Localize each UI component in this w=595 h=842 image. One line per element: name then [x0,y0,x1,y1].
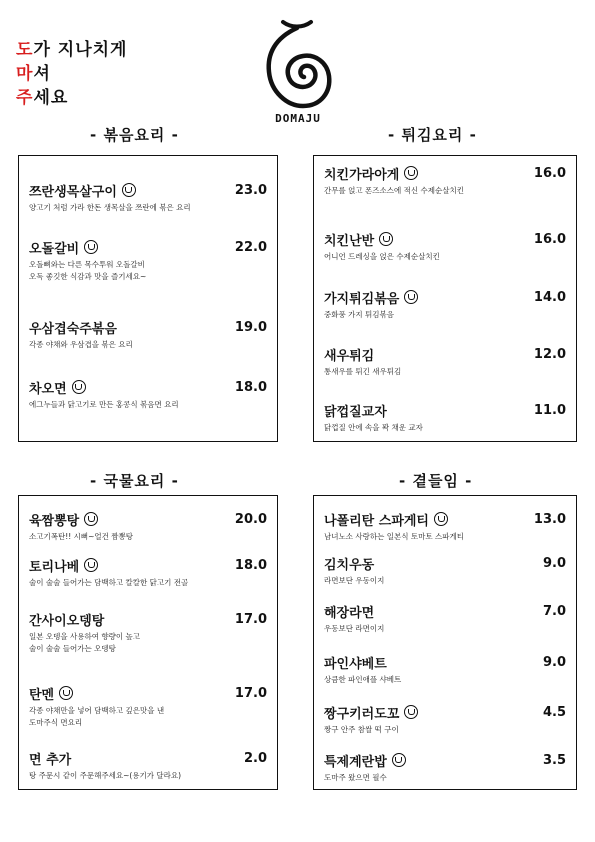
menu-item-price: 9.0 [542,555,566,571]
menu-item [324,602,566,635]
menu-item-desc: 각종 야채와 우삼겹을 볶은 요리 [29,340,133,349]
slogan-accent-1: 도 [16,40,34,60]
slogan-line-2 [16,62,127,86]
menu-item [29,378,267,411]
signature-badge-icon [404,705,418,719]
menu-item-price: 20.0 [234,511,267,527]
menu-item [324,751,566,784]
menu-item-desc: 일본 오뎅을 사용하여 향량이 높고 [29,632,140,641]
menu-item-desc: 탕 주문시 같이 주문해주세요~(용기가 달라요) [29,771,182,780]
menu-item [324,703,566,736]
signature-badge-icon [404,290,418,304]
slogan-line-1 [16,38,127,62]
menu-item-desc: 라면보단 우동이지 [324,576,385,585]
menu-box-sides [313,495,577,790]
signature-badge-icon [434,512,448,526]
menu-box-fried [313,155,577,442]
menu-item-price: 7.0 [542,603,566,619]
menu-item-name: 치킨난반 [324,233,375,249]
menu-item-price: 14.0 [533,289,566,305]
menu-item-name: 나폴리탄 스파게티 [324,513,429,529]
section-title-fried: - 튀김요리 - [388,126,477,144]
signature-badge-icon [379,232,393,246]
menu-item [324,230,566,263]
menu-item-name: 오돌갈비 [29,241,80,257]
signature-badge-icon [84,512,98,526]
menu-item [29,684,267,729]
menu-item-name: 탄멘 [29,687,55,703]
menu-item [324,653,566,686]
menu-box-stirfry [18,155,278,442]
menu-item-name: 새우튀김 [324,348,375,364]
menu-item-desc: 통새우를 튀긴 새우튀김 [324,367,402,376]
menu-item [29,318,267,351]
menu-item-name: 김치우동 [324,557,375,573]
menu-item-name: 차오면 [29,381,67,397]
menu-item-name: 파인샤베트 [324,656,387,672]
menu-item-desc: 양고기 처럼 가라 한돈 생목살을 쯔란에 볶은 요리 [29,203,191,212]
menu-item [324,164,566,197]
menu-item [324,510,566,543]
slogan-text-2: 셔 [33,64,51,84]
menu-item-desc: 도마주 왔으면 필수 [324,773,387,782]
menu-item [29,238,267,283]
menu-item-price: 17.0 [234,611,267,627]
menu-box-soup [18,495,278,790]
menu-item-desc: 에그누들과 닭고기로 만든 홍콩식 볶음면 요리 [29,400,179,409]
menu-item-name: 간사이오뎅탕 [29,613,105,629]
menu-item-name: 쯔란생목살구이 [29,184,117,200]
menu-item-price: 13.0 [533,511,566,527]
menu-item-price: 3.5 [542,752,566,768]
menu-item-desc: 어니언 드레싱을 얹은 수제순살치킨 [324,252,440,261]
slogan-text-1: 가 지나치게 [33,40,128,60]
slogan-text-3: 세요 [33,88,69,108]
menu-item [29,610,267,655]
menu-item [324,554,566,587]
signature-badge-icon [59,686,73,700]
menu-item-desc: 각종 야채만을 넣어 담백하고 깊은맛을 낸 [29,706,165,715]
menu-item-price: 11.0 [533,402,566,418]
menu-item-name: 가지튀김볶음 [324,291,400,307]
signature-badge-icon [392,753,406,767]
menu-item-desc: 중화풍 가지 튀김볶음 [324,310,394,319]
menu-item-price: 18.0 [234,557,267,573]
menu-item-desc: 술이 술술 들어가는 오뎅탕 [29,644,116,653]
menu-item-price: 16.0 [533,231,566,247]
menu-item-desc: 소고기폭탄!! 시뻐~얼건 짬뽕탕 [29,532,134,541]
signature-badge-icon [72,380,86,394]
menu-item [324,401,566,434]
menu-item-price: 19.0 [234,319,267,335]
menu-item [29,556,267,589]
menu-item-name: 우삼겹숙주볶음 [29,321,117,337]
menu-item-desc: 오돌뼈와는 다른 목수투워 오돌갈비 [29,260,145,269]
slogan-line-3 [16,86,127,110]
menu-item-desc: 우동보단 라면이지 [324,624,385,633]
signature-badge-icon [404,166,418,180]
slogan [16,38,127,110]
menu-item [29,510,267,543]
menu-item-name: 해장라면 [324,605,375,621]
menu-item-name: 특제계란밥 [324,754,387,770]
menu-item-desc: 짱구 안주 참쌀 떡 구이 [324,725,399,734]
signature-badge-icon [84,240,98,254]
section-title-stirfry: - 볶음요리 - [90,126,179,144]
menu-item [324,345,566,378]
menu-item-price: 9.0 [542,654,566,670]
menu-item-price: 22.0 [234,239,267,255]
menu-item-price: 4.5 [542,704,566,720]
menu-item [29,749,267,782]
menu-item-name: 면 추가 [29,752,72,768]
menu-item [29,181,267,214]
menu-item-price: 2.0 [243,750,267,766]
menu-item [324,288,566,321]
signature-badge-icon [84,558,98,572]
menu-item-price: 16.0 [533,165,566,181]
section-title-sides: - 곁들임 - [399,472,473,490]
menu-item-price: 17.0 [234,685,267,701]
brand-name: DOMAJU [275,112,321,125]
menu-item-name: 육짬뽕탕 [29,513,80,529]
menu-item-desc: 상큼한 파인애플 샤베트 [324,675,402,684]
menu-item-desc: 오독 좋깃한 식감과 맛을 즐기세요~ [29,272,147,281]
signature-badge-icon [122,183,136,197]
slogan-accent-3: 주 [16,88,34,108]
section-title-soup: - 국물요리 - [90,472,179,490]
menu-item-desc: 닭껍질 안에 속을 꽉 채운 교자 [324,423,423,432]
menu-item-name: 닭껍질교자 [324,404,387,420]
menu-item-price: 23.0 [234,182,267,198]
menu-item-desc: 간무를 얹고 폰즈소스에 적신 수제순살치킨 [324,186,464,195]
menu-item-price: 18.0 [234,379,267,395]
slogan-accent-2: 마 [16,64,34,84]
menu-item-desc: 도마주식 면요리 [29,718,83,727]
menu-item-name: 치킨가라아게 [324,167,400,183]
menu-item-desc: 술이 술술 들어가는 담백하고 칼칼한 닭고기 전골 [29,578,189,587]
menu-item-name: 짱구키러도꼬 [324,706,400,722]
menu-item-desc: 남녀노소 사랑하는 일본식 토마토 스파게티 [324,532,464,541]
menu-item-name: 토리나베 [29,559,80,575]
menu-item-price: 12.0 [533,346,566,362]
